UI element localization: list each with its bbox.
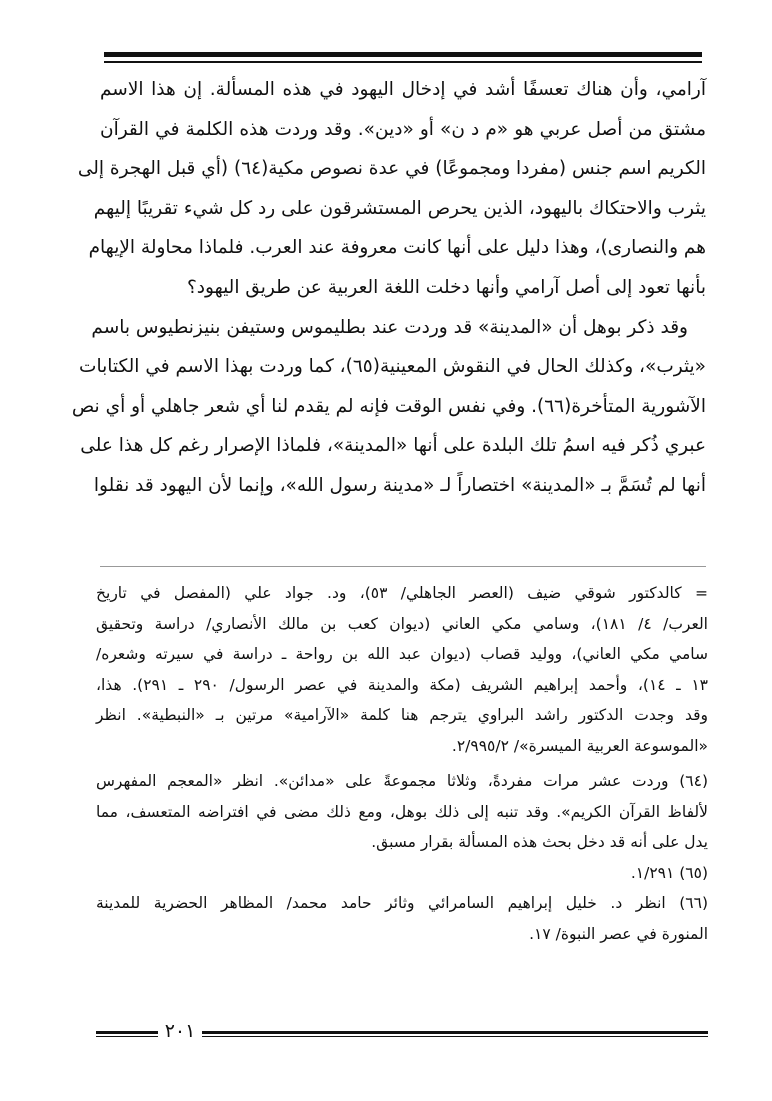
footnote-66-line: المنورة في عصر النبوة/ ١٧. [529, 924, 708, 943]
footnote-line: سامي مكي العاني)، ووليد قصاب (ديوان عبد الله بن رواحة ـ دراسة في سيرته وشعره/ [96, 645, 708, 663]
footnote-65-line: (٦٥) ١/٢٩١. [630, 863, 708, 882]
footnotes [96, 578, 708, 949]
text-line: مشتق من أصل عربي هو «م د ن» أو «دين». وقد وردت هذه الكلمة في القرآن [100, 118, 706, 140]
footnote-line: العرب/ ٤/ ١٨١)، وسامي مكي العاني (ديوان كعب بن مالك الأنصاري/ دراسة وتحقيق [96, 614, 708, 633]
header-rule-thin [104, 61, 702, 63]
text-line: الكريم اسم جنس (مفردا ومجموعًا) في عدة نصوص مكية(٦٤) (أي قبل الهجرة إلى [77, 158, 706, 180]
text-line: هم والنصارى)، وهذا دليل على أنها كانت معروفة عند العرب. فلماذا محاولة الإيهام [88, 237, 706, 259]
footnote-66-line: (٦٦) انظر د. خليل إبراهيم السامرائي وثائر حامد محمد/ المظاهر الحضرية للمدينة [96, 894, 708, 912]
footnote-line: «الموسوعة العربية الميسرة»/ ٢/٩٩٥/٢. [451, 736, 708, 755]
footnote-separator [100, 566, 706, 567]
header-rule-thick [104, 52, 702, 57]
text-line: يثرب والاحتكاك باليهود، الذين يحرص المستشرقون على رد كل شيء تقريبًا إليهم [93, 197, 706, 219]
text-line: الآشورية المتأخرة(٦٦). وفي نفس الوقت فإنه لم يقدم لنا أي شعر جاهلي أو أي نص [71, 395, 706, 417]
page-footer [96, 1022, 708, 1042]
main-text [71, 70, 706, 506]
text-line: آرامي، وأن هناك تعسفًا أشد في إدخال اليهود في هذه المسألة. إن هذا الاسم [100, 79, 706, 100]
text-line: عبري ذُكر فيه اسمُ تلك البلدة على أنها «المدينة»، فلماذا الإصرار رغم كل هذا على [80, 435, 706, 457]
footnote-64-line: لألفاظ القرآن الكريم». وقد تنبه إلى ذلك بوهل، ومع ذلك مضى في افتراضه المتعسف، مما [96, 802, 708, 821]
text-line: وقد ذكر بوهل أن «المدينة» قد وردت عند بطليموس وستيفن بنيزنطيوس باسم [91, 316, 688, 338]
page-number: ٢٠١ [164, 1020, 196, 1042]
footnote-line: = كالدكتور شوقي ضيف (العصر الجاهلي/ ٥٣)، ود. جواد علي (المفصل في تاريخ [96, 584, 708, 602]
text-line: «يثرب»، وكذلك الحال في النقوش المعينية(٦٥)، كما وردت بهذا الاسم في الكتابات [79, 356, 706, 378]
text-line: أنها لم تُسَمَّ بـ «المدينة» اختصاراً لـ «مدينة رسول الله»، وإنما لأن اليهود قد نقلوا [93, 474, 706, 496]
text-line: بأنها تعود إلى أصل آرامي وأنها دخلت اللغة العربية عن طريق اليهود؟ [186, 276, 706, 298]
footer-rule-left [96, 1022, 158, 1042]
footnote-64-line: (٦٤) وردت عشر مرات مفردةً، وثلاثا مجموعةً على «مدائن». انظر «المعجم المفهرس [96, 772, 708, 790]
footer-rule-right [202, 1022, 708, 1042]
footnote-line: ١٣ ـ ١٤)، وأحمد إبراهيم الشريف (مكة والمدينة في عصر الرسول/ ٢٩٠ ـ ٢٩١). هذا، [96, 675, 708, 694]
footnote-64-line: يدل على أنه قد دخل بحث هذه المسألة بقرار مسبق. [371, 833, 708, 851]
footnote-line: وقد وجدت الدكتور راشد البراوي يترجم هنا كلمة «الآرامية» مرتين بـ «النبطية». انظر [96, 706, 708, 724]
